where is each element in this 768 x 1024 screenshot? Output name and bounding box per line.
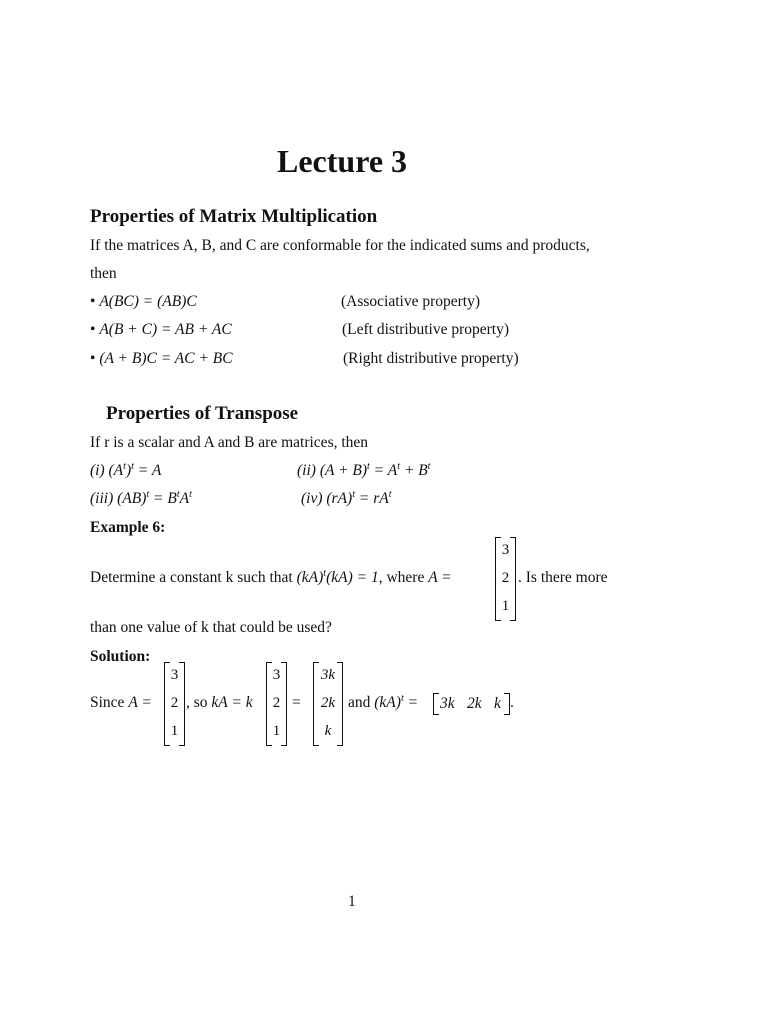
page-number: 1 xyxy=(348,893,356,910)
property-item xyxy=(90,293,197,311)
bullet: • xyxy=(90,350,96,367)
property-item xyxy=(90,321,232,339)
solution-label: Solution: xyxy=(90,648,151,665)
page-title: Lecture 3 xyxy=(277,143,408,179)
matrix-a-column xyxy=(495,537,516,621)
vector-entry: 3k xyxy=(440,695,455,712)
bullet: • xyxy=(90,321,96,338)
transpose-property-iv: (iv) $(rA)^t = rA^t$ xyxy=(301,489,392,507)
matrix-entry: 2k xyxy=(320,695,336,711)
solution-matrix-ka xyxy=(313,662,343,746)
matrix-entry: 3 xyxy=(272,667,281,683)
property-label: (Left distributive property) xyxy=(342,321,510,338)
formula: (A + B)C = AC + BC xyxy=(99,350,233,367)
example-line1: Determine a constant k such that (kA)$^t$(kA) = 1, where A = xyxy=(90,568,452,586)
matrix-entry: 3 xyxy=(501,542,510,558)
matrix-entry: 1 xyxy=(501,598,510,614)
transpose-property-i: (i) $(A^t)^t = A$ xyxy=(90,461,162,479)
equals-sign: = xyxy=(292,694,301,711)
matrix-entry: 2 xyxy=(170,695,179,711)
matrix-entry: 2 xyxy=(501,570,510,586)
solution-matrix-a xyxy=(164,662,185,746)
intro-text-line1: If the matrices A, B, and C are conformable for the indicated sums and products, xyxy=(90,237,590,254)
solution-row-vector xyxy=(433,693,510,715)
solution-period: . xyxy=(510,694,514,711)
matrix-entry: k xyxy=(324,723,332,739)
example-label: Example 6: xyxy=(90,519,166,536)
solution-since: Since A = xyxy=(90,694,152,711)
solution-so: , so kA = k xyxy=(186,694,253,711)
matrix-entry: 3 xyxy=(170,667,179,683)
example-line1-end: . Is there more xyxy=(518,569,608,586)
transpose-property-iii: (iii) $(AB)^t = B^tA^t$ xyxy=(90,489,192,507)
transpose-intro: If r is a scalar and A and B are matrices, then xyxy=(90,434,369,451)
matrix-entry: 1 xyxy=(170,723,179,739)
solution-and: and (kA)$^t$ = xyxy=(348,693,419,711)
property-label: (Right distributive property) xyxy=(343,350,519,367)
section-heading-transpose: Properties of Transpose xyxy=(106,403,299,424)
solution-matrix-a-2 xyxy=(266,662,287,746)
vector-entry: k xyxy=(494,695,501,712)
section-heading-matrix-multiplication: Properties of Matrix Multiplication xyxy=(90,206,378,227)
property-label: (Associative property) xyxy=(341,293,481,310)
intro-text-line2: then xyxy=(90,265,117,282)
example-line2: than one value of k that could be used? xyxy=(90,619,332,636)
bullet: • xyxy=(90,293,96,310)
matrix-entry: 2 xyxy=(272,695,281,711)
matrix-entry: 3k xyxy=(320,667,336,683)
formula: A(BC) = (AB)C xyxy=(99,293,197,310)
property-item xyxy=(90,350,233,368)
vector-entry: 2k xyxy=(467,695,482,712)
formula: A(B + C) = AB + AC xyxy=(99,321,232,338)
matrix-entry: 1 xyxy=(272,723,281,739)
transpose-property-ii: (ii) $(A + B)^t = A^t + B^t$ xyxy=(297,461,431,479)
